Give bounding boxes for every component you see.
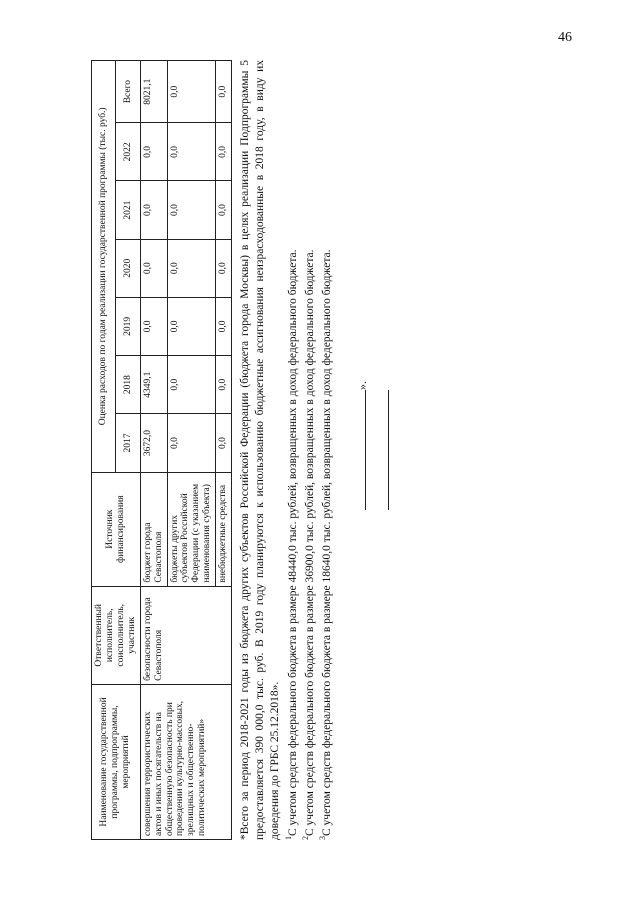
year-header: 2019 [116,297,140,355]
source-cell: бюджет города Севастополя [140,472,167,586]
value-cell: 0,0 [167,414,216,472]
year-header: 2020 [116,239,140,297]
value-cell: 0,0 [167,297,216,355]
year-header: 2018 [116,355,140,413]
source-cell: внебюджетные средства [216,472,232,586]
budget-table [91,60,232,840]
closing-mark: ». [354,381,369,390]
value-cell: 0,0 [167,123,216,181]
program-name-cell: совершения террористических актов и иных посягательств на общественную безопасность при проведении культурно-массовых, зрелищных и общественно-политических мероприятий» [140,684,231,839]
year-header: 2022 [116,123,140,181]
header-estimate: Оценка расходов по годам реализации государственной программы (тыс. руб.) [92,61,116,473]
footnote-2 [301,60,318,840]
value-cell: 0,0 [216,239,232,297]
value-cell: 0,0 [140,297,167,355]
value-cell: 4349,1 [140,355,167,413]
footnote-main: *Всего за период 2018-2021 годы из бюджета других субъектов Российской Федерации (бюджета города Москвы) в целях реализации Подпрограммы 5 предоставляется 390 000,0 тыс. руб. В 2019 году планируются к использованию бюджетные ассигнования неизрасходованные в 2018 году, в виду их доведения до ГРБС 25.12.2018». [239,60,282,840]
value-cell: 0,0 [216,181,232,239]
value-cell: 0,0 [216,414,232,472]
footnote-1 [284,60,301,840]
header-row [92,61,116,840]
table-row [140,61,167,840]
header-responsible: Ответственный исполнитель, соисполнитель, участник [92,586,141,684]
signature-block [353,60,389,510]
total-header: Всего [116,61,140,123]
rotated-content [91,60,469,840]
footnotes [238,60,335,840]
year-header: 2021 [116,181,140,239]
header-name: Наименование государственной программы, подпрограммы, мероприятий [92,684,141,839]
rotated-inner [91,60,389,840]
footnote-2-text: С учетом средств федерального бюджета в размере 36900,0 тыс. рублей, возвращенных в доход федерального бюджета. [303,249,316,836]
value-cell: 0,0 [140,181,167,239]
value-cell: 0,0 [140,123,167,181]
total-cell: 0,0 [167,61,216,123]
footnote-2-mark: 2 [300,836,310,840]
responsible-cell: безопасности города Севастополя [140,586,231,684]
year-header: 2017 [116,414,140,472]
value-cell: 0,0 [216,355,232,413]
value-cell: 0,0 [167,181,216,239]
footnote-1-mark: 1 [283,836,293,840]
footnote-3-mark: 3 [317,836,327,840]
signature-line-2 [374,390,389,510]
value-cell: 0,0 [140,239,167,297]
footnote-3 [318,60,335,840]
header-source: Источник финансирования [92,472,141,586]
value-cell: 3672,0 [140,414,167,472]
total-cell: 8021,1 [140,61,167,123]
source-cell: бюджеты других субъектов Российской Федерации (с указанием наименования субъекта) [167,472,216,586]
signature-line [353,390,366,510]
value-cell: 0,0 [167,355,216,413]
total-cell: 0,0 [216,61,232,123]
value-cell: 0,0 [167,239,216,297]
value-cell: 0,0 [216,297,232,355]
footnote-3-text: С учетом средств федерального бюджета в размере 18640,0 тыс. рублей, возвращенных в доход федерального бюджета. [320,249,333,836]
value-cell: 0,0 [216,123,232,181]
page-number: 46 [558,30,572,45]
footnote-1-text: С учетом средств федерального бюджета в размере 48440,0 тыс. рублей, возвращенных в доход федерального бюджета. [286,249,299,836]
